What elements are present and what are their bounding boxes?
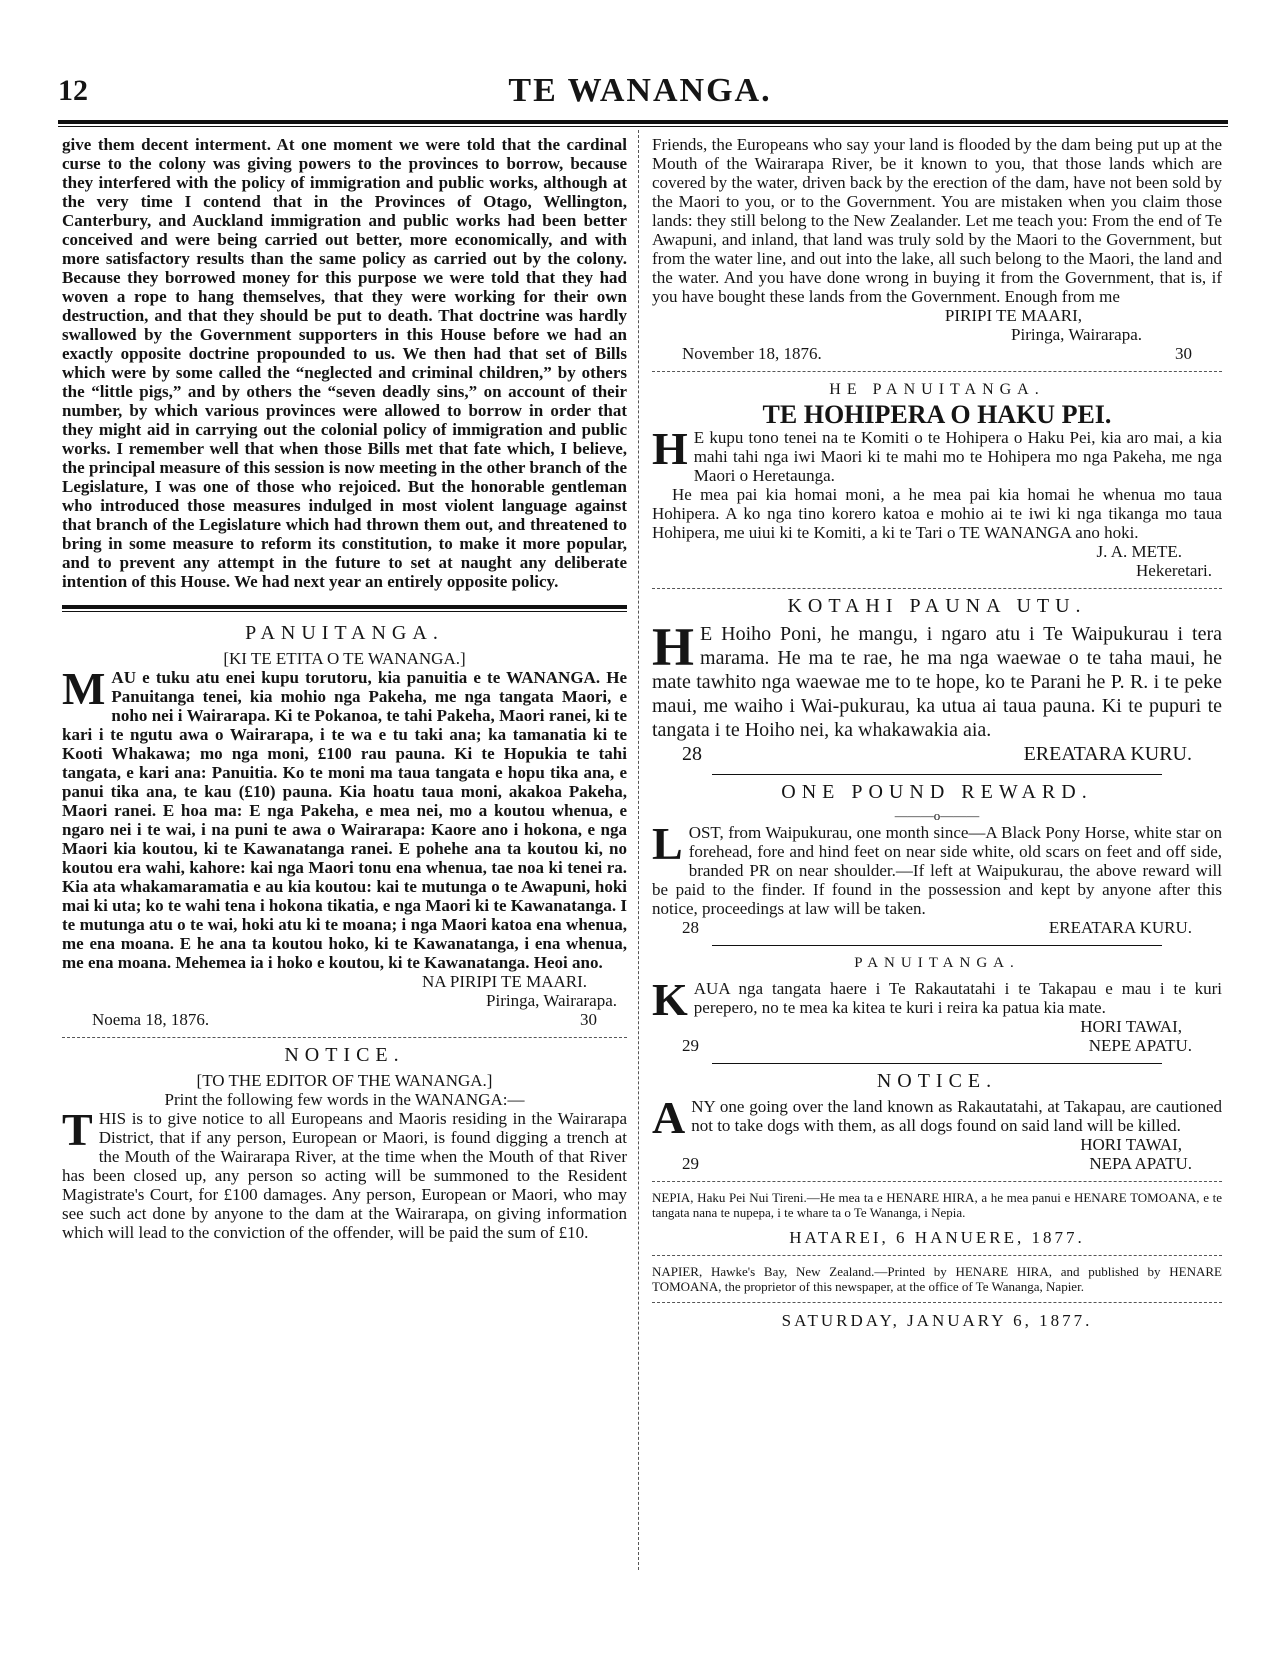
notice-intro: Print the following few words in the WANANGA:—	[164, 1090, 525, 1109]
section-rule	[62, 605, 627, 612]
notice2-number: 29	[682, 1154, 699, 1173]
section-rule	[712, 945, 1162, 946]
section-rule	[652, 588, 1222, 589]
panuitanga2-text: AUA nga tangata haere i Te Rakautatahi i te Takapau e mau i te kuri perepero, no te mea ka kitea te kuri i reira ka patua kia mate.	[693, 979, 1222, 1017]
panuitanga-subheading: [KI TE ETITA O TE WANANGA.]	[223, 649, 466, 668]
notice2-text: NY one going over the land known as Rakautatahi, at Takapau, are cautioned not to take dogs with them, as all dogs found on said land will be killed.	[691, 1097, 1222, 1135]
panuitanga2-body	[652, 974, 1222, 1025]
section-rule	[712, 774, 1162, 775]
notice2-body	[652, 1092, 1222, 1143]
hohipera-title: TE HOHIPERA O HAKU PEI.	[762, 400, 1112, 429]
header-rule-thin	[58, 126, 1228, 127]
panuitanga2-signature1: HORI TAWAI,	[1080, 1017, 1182, 1036]
notice-text: HIS is to give notice to all Europeans and Maoris residing in the Wairarapa District, that if any person, European or Maori, is found digging a trench at the Mouth of the Wairarapa River, at the time when the Mouth of that River has been closed up, any person so acting will be summoned to the Resident Magistrate's Court, for £100 damages. Any person, European or Maori, who may see such act done by anyone to the dam at the Wairarapa, on giving information which will lead to the conviction of the offender, will be paid the sum of £10.	[62, 1109, 627, 1242]
panuitanga-text: AU e tuku atu enei kupu torutoru, kia panuitia e te WANANGA. He Panuitanga tenei, kia mohio nga Pakeha, me nga tangata Maori, e noho nei i Wairarapa. Ki te Pokanoa, te tahi Pakeha, Maori ranei, ki te kari i te ngutu awa o Wairarapa, i te wa e tu taki ana; ka tamanatia ki te Kooti Whakawa; mo nga moni, £100 rau pauna. Ki te Hopukia te tahi tangata, e kari ana: Panuitia. Ko te moni ma taua tangata e hopu tika ana, e panui tika ana, te kau (£10) pauna. Kia hoatu taua moni, akakoa Pakeha, Maori ranei. E hoa ma: E nga Pakeha, e mea nei, mo a koutou whenua, e ngaro nei i te wai, i na puni te awa o Wairarapa: Kaore ano i hokona, e nga Maori kia koutou, ki te Kawanatanga ranei. E pohehe ana ta koutou ki, no koutou era wahi, kahore: kai nga Maori tonu ena whenua, tae noa ki tenei ra. Kia ata whakamaramatia e au kia koutou: kai te mutunga o te Awapuni, hoki mai ki uta; ko te wahi tena i hokona tikatia, e nga Maori ki te Kawanatanga. I te mutunga atu o te wai, hoki atu ki te moana; i nga Maori katoa ena whenua, me ena moana. E he ana ta koutou hoko, ki te Kawanatanga, i ena whenua, me ena moana. Mehemea ia i hoko e koutou, ki te Kawanatanga. Heoi ano.	[62, 668, 627, 972]
kotahi-title: KOTAHI PAUNA UTU.	[787, 595, 1087, 617]
kotahi-signature: EREATARA KURU.	[1023, 743, 1192, 765]
panuitanga2-title: PANUITANGA.	[854, 955, 1020, 971]
notice2-dropcap: A	[652, 1092, 686, 1143]
kotahi-number: 28	[682, 743, 702, 765]
panuitanga2-signature2: NEPE APATU.	[1088, 1036, 1192, 1055]
kotahi-text: E Hoiho Poni, he mangu, i ngaro atu i Te Waipukurau i tera marama. He ma te rae, he ma nga waewae o te taha maui, he mate tawhito nga waewae me to te hope, ko te Parani he P. R. i te peke maui, me waiho i Wai-pukurau, ka utua ai taua pauna. Ki te pupuri te tangata i te Hoiho nei, ka whakawakia aia.	[652, 623, 1222, 741]
notice2-dateline	[652, 1154, 1222, 1173]
right-column	[652, 135, 1222, 1330]
section-rule	[652, 1302, 1222, 1303]
masthead-title: TE WANANGA.	[508, 72, 772, 109]
panuitanga-date: Noema 18, 1876.	[92, 1010, 210, 1029]
reward-separator: ———o———	[894, 808, 980, 823]
hohipera-dropcap: H	[652, 423, 688, 474]
kotahi-dateline	[652, 742, 1222, 766]
notice-subheading: [TO THE EDITOR OF THE WANANGA.]	[196, 1071, 493, 1090]
panuitanga2-dateline	[652, 1036, 1222, 1055]
hohipera-text: E kupu tono tenei na te Komiti o te Hohipera o Haku Pei, kia aro mai, a kia mahi tahi nga iwi Maori ki te mahi mo te Hohipera mo nga Pakeha, me nga Maori o Heretaunga.	[693, 428, 1222, 485]
letter-date: November 18, 1876.	[682, 344, 822, 363]
letter-signature: PIRIPI TE MAARI,	[944, 306, 1082, 325]
reward-number: 28	[682, 918, 699, 937]
panuitanga-dropcap: M	[62, 663, 106, 714]
panuitanga-heading: PANUITANGA.	[245, 622, 444, 644]
hohipera-signature: J. A. METE.	[1096, 542, 1182, 561]
panuitanga-dateline	[62, 1010, 627, 1029]
date-english: SATURDAY, JANUARY 6, 1877.	[781, 1311, 1093, 1330]
panuitanga2-dropcap: K	[652, 974, 688, 1025]
section-rule	[712, 1063, 1162, 1064]
date-maori: HATAREI, 6 HANUERE, 1877.	[789, 1228, 1085, 1247]
notice-dropcap: T	[62, 1104, 93, 1155]
letter-dateline	[652, 344, 1222, 363]
article-continued-text: give them decent interment. At one moment we were told that the cardinal curse to the colony was giving powers to the provinces to borrow, because they interfered with the policy of immigration and public works, although at the very time I contend that in the Provinces of Otago, Wellington, Canterbury, and Auckland immigration and public works had been better conceived and were being carried out better, more economically, and with more satisfactory results than the same policy as carried out by the colony. Because they borrowed money for this purpose we were told that they had woven a rope to hang themselves, that they were working for their own destruction, and that they should be put to death. That doctrine was hardly swallowed by the Government supporters in this House before we had an exactly opposite doctrine propounded to us. We then had that set of Bills which were by some called the “neglected and criminal children,” by others the “little pigs,” and by others the “seven deadly sins,” on account of their number, by which various provinces were allowed to borrow in order that they might aid in carrying out the colonial policy of immigration and public works. I remember well that when those Bills met that fate which, I believe, the principal measure of this session is now meeting in the other branch of the Legislature, I was one of those who rejoiced. But the honorable gentleman who introduced those measures indulged in most violent language against that branch of the Legislature which had thrown them out, and threatened to bring in some measure to reform its constitution, to make it more popular, and to prevent any attempt in the future to set at naught any deliberate intention of this House. We had next year an entirely opposite policy.	[62, 135, 627, 591]
reward-text: OST, from Waipukurau, one month since—A Black Pony Horse, white star on forehead, fore and hind feet on near side white, old scars on feet and off side, branded PR on near shoulder.—If left at Waipukurau, the above reward will be paid to the finder. If found in the possession and kept by anyone after this notice, proceedings at law will be taken.	[652, 823, 1222, 918]
notice2-signature1: HORI TAWAI,	[1080, 1135, 1182, 1154]
header-rule	[58, 120, 1228, 124]
panuitanga-signature: NA PIRIPI TE MAARI.	[422, 972, 587, 991]
panuitanga2-number: 29	[682, 1036, 699, 1055]
hohipera-body	[652, 423, 1222, 485]
reward-title: ONE POUND REWARD.	[781, 781, 1093, 803]
kotahi-body	[652, 617, 1222, 742]
panuitanga-body	[62, 663, 627, 972]
notice2-title: NOTICE.	[876, 1070, 998, 1092]
section-rule	[652, 1255, 1222, 1256]
letter-continued-text: Friends, the Europeans who say your land is flooded by the dam being put up at the Mouth of the Wairarapa River, be it known to you, that those lands which are covered by the water, driven back by the erection of the dam, have not been sold by the Maori to you, or to the Government. You are mistaken when you claim those lands: they still belong to the New Zealander. Let me teach you: From the end of Te Awapuni, and inland, that land was truly sold by the Maori to the Government, but from the water line, and out into the lake, all such belong to the Maori, the land and the water. And you have done wrong in buying it from the Government, that is, if you have bought these lands from the Government. Enough from me	[652, 135, 1222, 306]
panuitanga-place: Piringa, Wairarapa.	[486, 991, 617, 1010]
hohipera-role: Hekeretari.	[1136, 561, 1212, 580]
left-column	[62, 135, 627, 1242]
notice2-signature2: NEPA APATU.	[1089, 1154, 1192, 1173]
letter-place: Piringa, Wairarapa.	[1011, 325, 1142, 344]
hohipera-section: HE PANUITANGA.	[829, 381, 1045, 398]
panuitanga-number: 30	[580, 1010, 597, 1029]
reward-signature: EREATARA KURU.	[1048, 918, 1192, 937]
imprint-maori: NEPIA, Haku Pei Nui Tireni.—He mea ta e HENARE HIRA, a he mea panui e HENARE TOMOANA, e te tangata nana te nupepa, i te whare ta o Te Wananga, i Nepia.	[652, 1190, 1222, 1220]
kotahi-dropcap: H	[652, 617, 695, 677]
section-rule	[652, 1181, 1222, 1182]
hohipera-body2: He mea pai kia homai moni, a he mea pai kia homai he whenua mo taua Hohipera. A ko nga tino korero katoa e mohio ai te iwi ki nga tikanga mo taua Hohipera, me uiui ki te Komiti, a ki te Tari o TE WANANGA ano hoki.	[652, 485, 1222, 542]
column-divider	[638, 130, 639, 1570]
imprint-english: NAPIER, Hawke's Bay, New Zealand.—Printed by HENARE HIRA, and published by HENARE TOMOANA, the proprietor of this newspaper, at the office of Te Wananga, Napier.	[652, 1264, 1222, 1294]
reward-dropcap: L	[652, 818, 683, 869]
page-number: 12	[58, 74, 88, 107]
notice-body	[62, 1104, 627, 1242]
reward-body	[652, 818, 1222, 918]
notice-heading: NOTICE.	[284, 1044, 405, 1066]
section-rule	[652, 371, 1222, 372]
letter-number: 30	[1175, 344, 1192, 363]
reward-dateline	[652, 918, 1222, 937]
section-rule	[62, 1037, 627, 1038]
